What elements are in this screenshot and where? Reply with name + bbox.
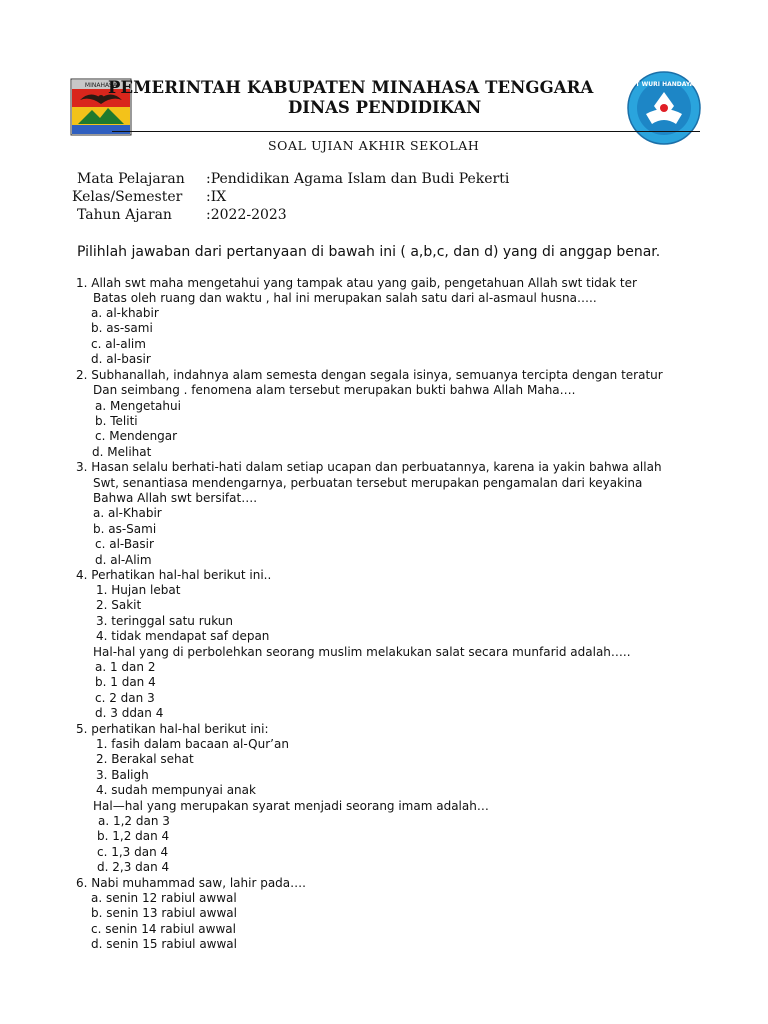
- logo-motto: TUT WURI HANDAYANI: [626, 81, 702, 88]
- q1-option-c: c. al-alim: [91, 337, 146, 351]
- q4-item-4: 4. tidak mendapat saf depan: [96, 629, 270, 643]
- q6-option-d: d. senin 15 rabiul awwal: [91, 937, 237, 951]
- q3-option-d: d. al-Alim: [95, 553, 152, 567]
- question-3-stem-cont1: Swt, senantiasa mendengarnya, perbuatan tersebut merupakan pengamalan dari keyakina: [93, 476, 643, 490]
- q5-item-2: 2. Berakal sehat: [96, 752, 194, 766]
- crest-label: MINAHASA: [84, 82, 118, 89]
- tut-wuri-handayani-logo: [626, 70, 702, 146]
- q5-item-3: 3. Baligh: [96, 768, 149, 782]
- q3-option-c: c. al-Basir: [95, 537, 154, 551]
- q5-option-a: a. 1,2 dan 3: [98, 814, 170, 828]
- q2-option-b: b. Teliti: [95, 414, 138, 428]
- info-value-year: :2022-2023: [206, 207, 287, 223]
- q4-item-1: 1. Hujan lebat: [96, 583, 181, 597]
- instruction-text: Pilihlah jawaban dari pertanyaan di bawah ini ( a,b,c, dan d) yang di anggap benar.: [77, 244, 661, 260]
- question-1-stem-cont: Batas oleh ruang dan waktu , hal ini merupakan salah satu dari al-asmaul husna…..: [93, 291, 597, 305]
- question-5-stem: 5. perhatikan hal-hal berikut ini:: [76, 722, 269, 736]
- info-label-class: Kelas/Semester: [72, 189, 183, 205]
- header-divider: [112, 131, 700, 132]
- q1-option-a: a. al-khabir: [91, 306, 159, 320]
- question-1-stem: 1. Allah swt maha mengetahui yang tampak atau yang gaib, pengetahuan Allah swt tidak ter: [76, 276, 637, 290]
- q4-option-c: c. 2 dan 3: [95, 691, 155, 705]
- q1-option-d: d. al-basir: [91, 352, 151, 366]
- info-value-class: :IX: [206, 189, 227, 205]
- question-2-stem: 2. Subhanallah, indahnya alam semesta dengan segala isinya, semuanya tercipta dengan teratur: [76, 368, 663, 382]
- q2-option-d: d. Melihat: [92, 445, 152, 459]
- q4-item-2: 2. Sakit: [96, 598, 142, 612]
- info-label-year: Tahun Ajaran: [77, 207, 172, 223]
- q4-item-3: 3. teringgal satu rukun: [96, 614, 234, 628]
- question-3-stem-cont2: Bahwa Allah swt bersifat….: [93, 491, 258, 505]
- q4-option-b: b. 1 dan 4: [95, 675, 156, 689]
- q5-option-d: d. 2,3 dan 4: [97, 860, 170, 874]
- q4-option-d: d. 3 ddan 4: [95, 706, 164, 720]
- question-6-stem: 6. Nabi muhammad saw, lahir pada….: [76, 876, 306, 890]
- q6-option-b: b. senin 13 rabiul awwal: [91, 906, 237, 920]
- question-4-stem: 4. Perhatikan hal-hal berikut ini..: [76, 568, 272, 582]
- q2-option-a: a. Mengetahui: [95, 399, 181, 413]
- header-government: PEMERINTAH KABUPATEN MINAHASA TENGGARA: [108, 78, 594, 97]
- info-value-subject: :Pendidikan Agama Islam dan Budi Pekerti: [206, 171, 510, 187]
- q3-option-a: a. al-Khabir: [93, 506, 162, 520]
- info-label-subject: Mata Pelajaran: [77, 171, 185, 187]
- question-2-stem-cont: Dan seimbang . fenomena alam tersebut merupakan bukti bahwa Allah Maha….: [93, 383, 576, 397]
- exam-title: SOAL UJIAN AKHIR SEKOLAH: [268, 138, 480, 153]
- q5-item-1: 1. fasih dalam bacaan al-Qur’an: [96, 737, 289, 751]
- q2-option-c: c. Mendengar: [95, 429, 178, 443]
- q6-option-c: c. senin 14 rabiul awwal: [91, 922, 236, 936]
- q3-option-b: b. as-Sami: [93, 522, 157, 536]
- q5-option-b: b. 1,2 dan 4: [97, 829, 170, 843]
- question-4-prompt: Hal-hal yang di perbolehkan seorang muslim melakukan salat secara munfarid adalah…..: [93, 645, 631, 659]
- q5-option-c: c. 1,3 dan 4: [97, 845, 169, 859]
- q1-option-b: b. as-sami: [91, 321, 153, 335]
- question-3-stem: 3. Hasan selalu berhati-hati dalam setiap ucapan dan perbuatannya, karena ia yakin bahwa allah: [76, 460, 662, 474]
- question-5-prompt: Hal—hal yang merupakan syarat menjadi seorang imam adalah…: [93, 799, 489, 813]
- q5-item-4: 4. sudah mempunyai anak: [96, 783, 256, 797]
- header-department: DINAS PENDIDIKAN: [288, 98, 482, 117]
- q4-option-a: a. 1 dan 2: [95, 660, 156, 674]
- q6-option-a: a. senin 12 rabiul awwal: [91, 891, 237, 905]
